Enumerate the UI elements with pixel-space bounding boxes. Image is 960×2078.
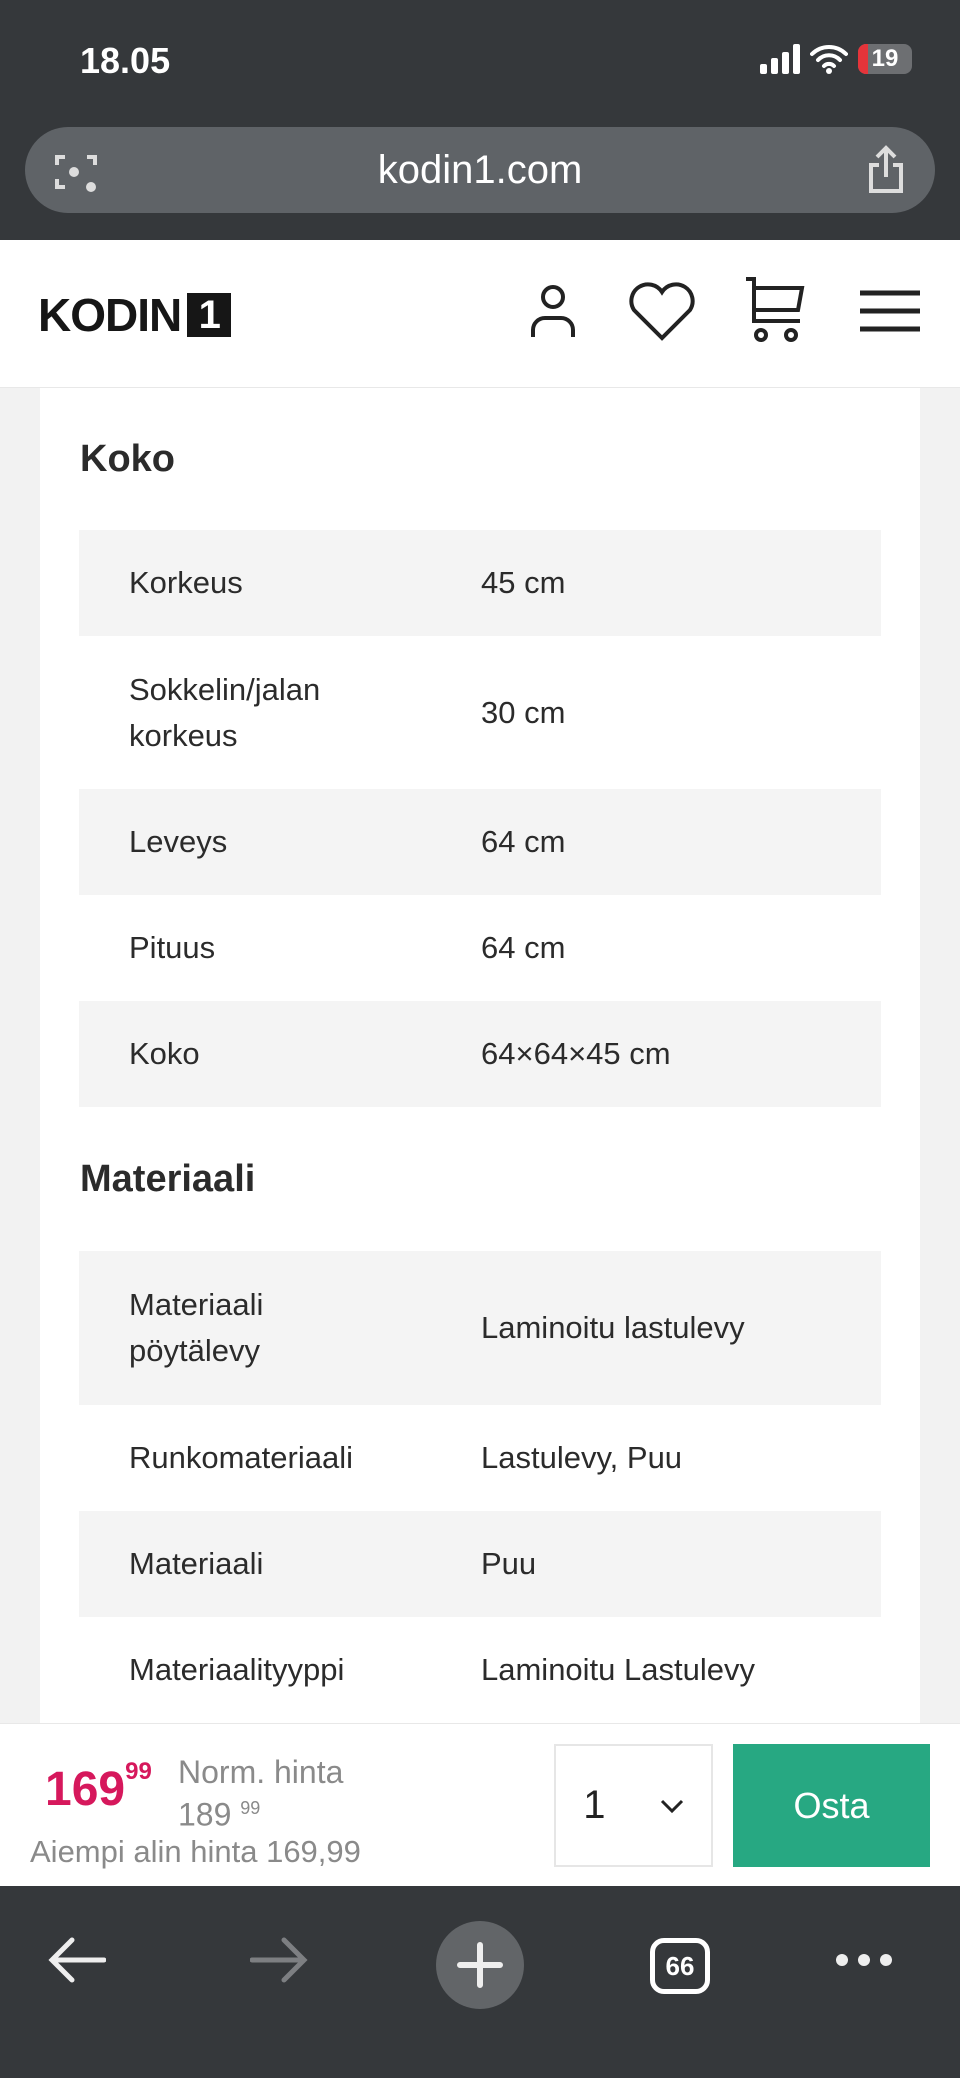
- table-row: [79, 1617, 881, 1723]
- normal-price-decimals: 99: [240, 1798, 261, 1818]
- plus-icon: [436, 1921, 524, 2009]
- product-specs: [40, 388, 920, 1723]
- battery-level: 19: [871, 45, 899, 72]
- url-text[interactable]: kodin1.com: [377, 148, 583, 192]
- spec-value: Puu: [481, 1546, 537, 1581]
- browser-toolbar: [0, 1886, 960, 2078]
- menu-icon[interactable]: [860, 290, 920, 332]
- signal-icon: [760, 44, 800, 74]
- account-icon[interactable]: [528, 280, 578, 340]
- logo-text: KODIN: [38, 289, 182, 341]
- status-icons: [760, 44, 912, 74]
- spec-label: Pituus: [129, 930, 216, 965]
- table-row: [79, 530, 881, 636]
- buy-button[interactable]: Osta: [733, 1744, 930, 1867]
- browser-chrome: [0, 0, 960, 240]
- normal-price-label: Norm. hinta: [178, 1754, 344, 1790]
- back-arrow-icon[interactable]: [48, 1936, 106, 1984]
- table-row: [79, 1251, 881, 1405]
- spec-value: Laminoitu lastulevy: [481, 1310, 745, 1345]
- spec-value: 64 cm: [481, 930, 566, 965]
- spec-label: Materiaali pöytälevy: [129, 1287, 264, 1368]
- spec-value: 45 cm: [481, 565, 566, 600]
- spec-table-materiaali: [79, 1251, 881, 1723]
- table-row: [79, 789, 881, 895]
- spec-label: Koko: [129, 1036, 200, 1071]
- table-row: [79, 895, 881, 1001]
- new-tab-button[interactable]: [436, 1921, 524, 2009]
- table-row: [79, 1405, 881, 1511]
- spec-value: 30 cm: [481, 694, 566, 730]
- wishlist-heart-icon[interactable]: [628, 280, 696, 342]
- price-integer: 169: [45, 1763, 126, 1816]
- status-time: 18.05: [80, 40, 171, 81]
- spec-table-koko: [79, 530, 881, 1107]
- buy-bar: [0, 1723, 960, 1886]
- spec-label: Sokkelin/jalan korkeus: [129, 671, 321, 753]
- section-title-materiaali: Materiaali: [80, 1158, 256, 1200]
- spec-value: 64×64×45 cm: [481, 1036, 671, 1071]
- table-row: [79, 1001, 881, 1107]
- price-decimals: 99: [125, 1758, 152, 1785]
- spec-value: Laminoitu Lastulevy: [481, 1652, 755, 1687]
- normal-price: [178, 1754, 343, 1833]
- site-header: [0, 240, 960, 388]
- table-row: [79, 636, 881, 789]
- tab-switcher-button[interactable]: 66: [650, 1938, 710, 1994]
- spec-label: Materiaali: [129, 1546, 264, 1581]
- forward-arrow-icon[interactable]: [250, 1936, 308, 1984]
- cart-icon[interactable]: [743, 276, 807, 344]
- section-title-koko: Koko: [80, 438, 175, 480]
- share-icon[interactable]: [865, 145, 907, 195]
- normal-price-integer: 189: [178, 1796, 232, 1833]
- spec-value: 64 cm: [481, 824, 566, 859]
- wifi-icon: [810, 44, 848, 74]
- lens-icon[interactable]: [53, 149, 99, 195]
- address-bar[interactable]: [25, 127, 935, 213]
- previous-lowest-price: Aiempi alin hinta 169,99: [30, 1834, 361, 1869]
- kodin1-logo[interactable]: [38, 288, 231, 342]
- battery-icon: [858, 44, 912, 74]
- current-price: [45, 1758, 152, 1817]
- spec-label: Leveys: [129, 824, 228, 859]
- logo-number: 1: [187, 293, 231, 337]
- quantity-select[interactable]: [554, 1744, 713, 1867]
- table-row: [79, 1511, 881, 1617]
- chevron-down-icon: [660, 1798, 684, 1814]
- quantity-value: 1: [583, 1783, 606, 1827]
- spec-label: Runkomateriaali: [129, 1440, 353, 1475]
- spec-label: Korkeus: [129, 565, 243, 600]
- spec-value: Lastulevy, Puu: [481, 1440, 683, 1475]
- spec-label: Materiaalityyppi: [129, 1652, 345, 1687]
- more-dots-icon[interactable]: [834, 1950, 894, 1970]
